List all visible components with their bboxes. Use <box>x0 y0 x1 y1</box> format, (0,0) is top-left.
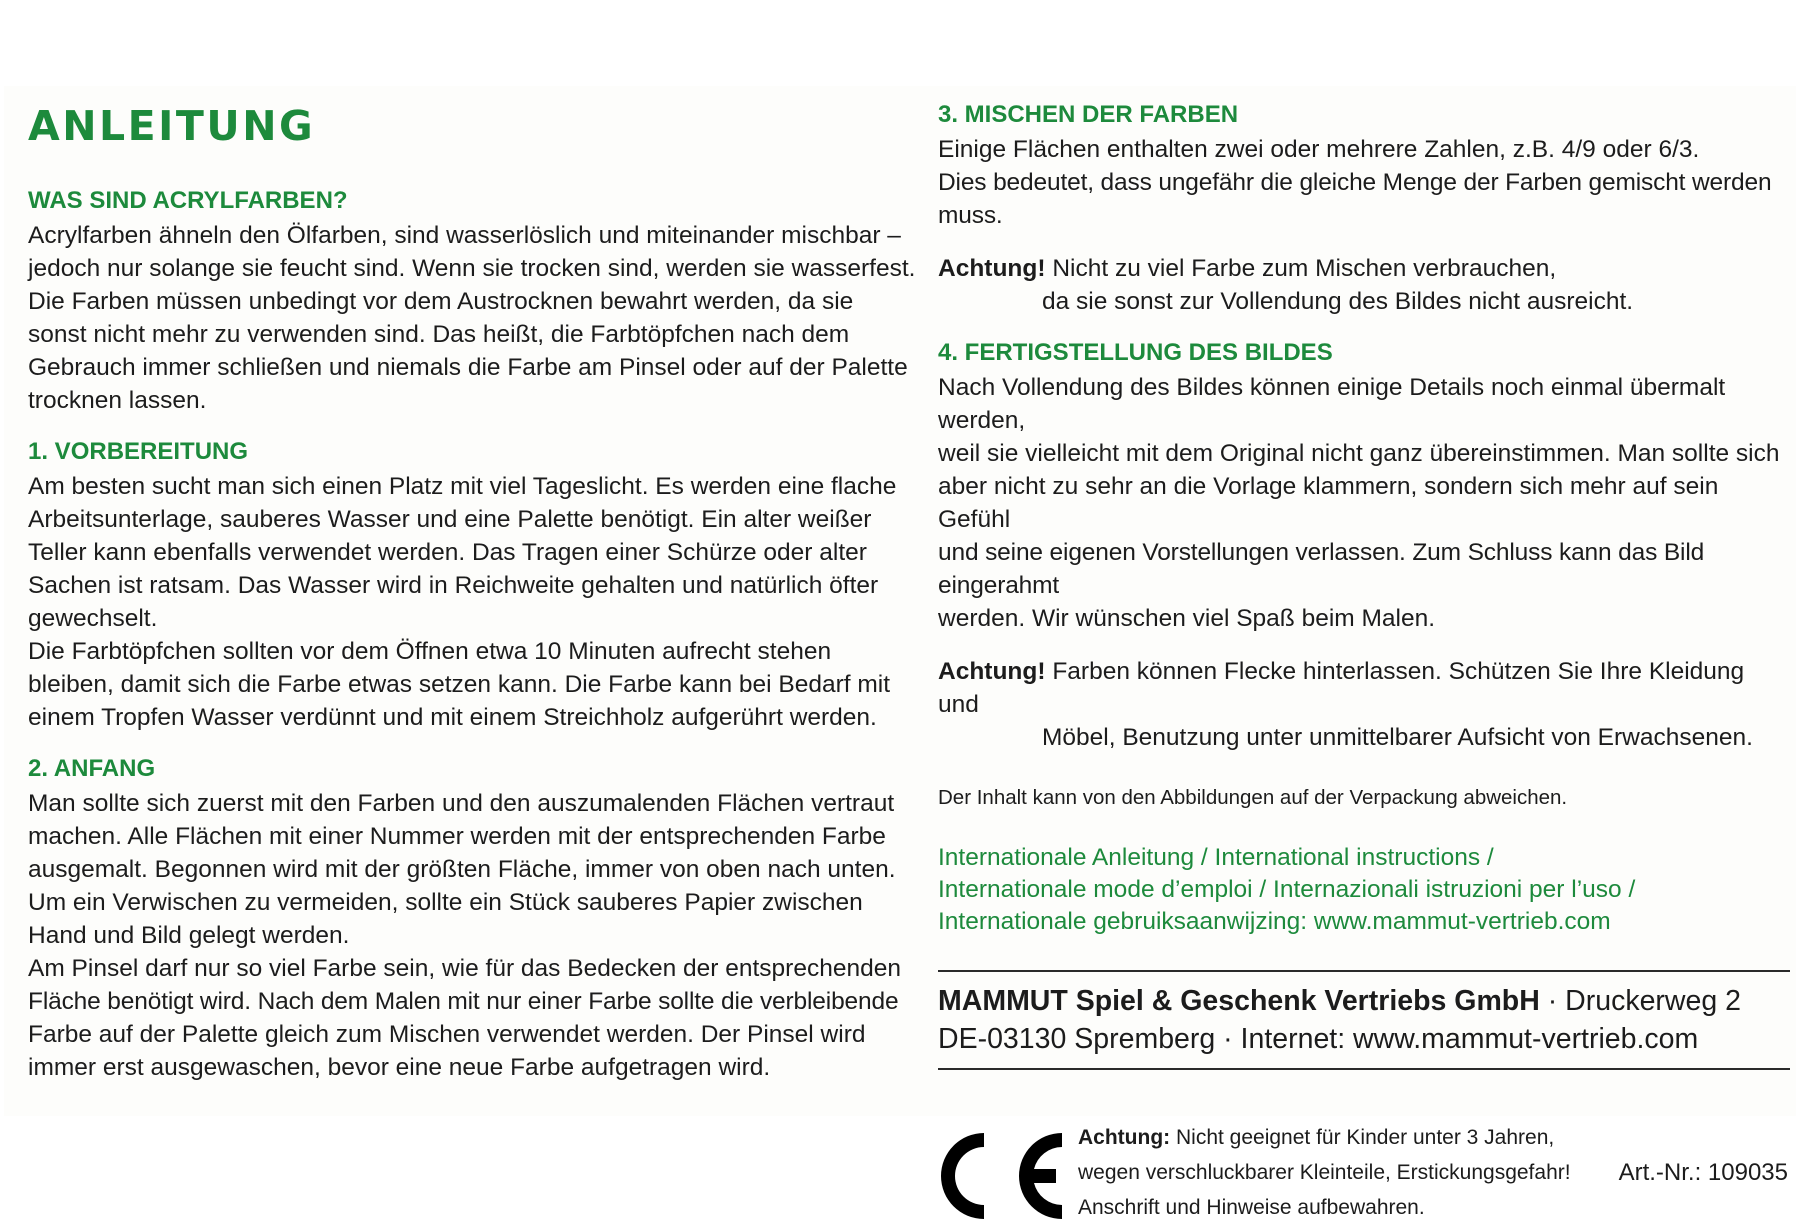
text-line: Dies bedeutet, dass ungefähr die gleiche Menge der Farben gemischt werden muss. <box>938 169 1772 229</box>
text-line: trocknen lassen. <box>28 387 207 414</box>
ce-warning-line1 <box>1078 1120 1571 1155</box>
paragraph-fertigstellung <box>938 371 1790 635</box>
paragraph-acrylfarben <box>28 219 928 417</box>
disclaimer: Der Inhalt kann von den Abbildungen auf der Verpackung abweichen. <box>938 786 1568 809</box>
text-line: sonst nicht mehr zu verwenden sind. Das heißt, die Farbtöpfchen nach dem <box>28 321 850 348</box>
text-line: einem Tropfen Wasser verdünnt und mit einem Streichholz aufgerührt werden. <box>28 704 877 731</box>
company-street: · Druckerweg 2 <box>1539 985 1741 1017</box>
text-line: jedoch nur solange sie feucht sind. Wenn sie trocken sind, werden sie wasserfest. <box>28 255 916 282</box>
text-line: Hand und Bild gelegt werden. <box>28 922 350 949</box>
text-line: Gebrauch immer schließen und niemals die Farbe am Pinsel oder auf der Palette <box>28 354 908 381</box>
text-line: Sachen ist ratsam. Das Wasser wird in Reichweite gehalten und natürlich öfter <box>28 572 879 599</box>
text-line: Einige Flächen enthalten zwei oder mehrere Zahlen, z.B. 4/9 oder 6/3. <box>938 136 1700 163</box>
heading-fertigstellung: 4. FERTIGSTELLUNG DES BILDES <box>938 339 1333 366</box>
ce-warning-line1-text: Nicht geeignet für Kinder unter 3 Jahren, <box>1170 1126 1555 1149</box>
company-name: MAMMUT Spiel & Geschenk Vertriebs GmbH <box>938 985 1540 1017</box>
heading-anfang: 2. ANFANG <box>28 755 156 782</box>
text-line: weil sie vielleicht mit dem Original nicht ganz übereinstimmen. Man sollte sich <box>938 440 1780 467</box>
paragraph-vorbereitung <box>28 470 928 734</box>
text-line: Um ein Verwischen zu vermeiden, sollte ein Stück sauberes Papier zwischen <box>28 889 863 916</box>
heading-vorbereitung: 1. VORBEREITUNG <box>28 438 249 465</box>
ce-warning-text <box>1078 1120 1571 1225</box>
heading-mischen: 3. MISCHEN DER FARBEN <box>938 101 1239 128</box>
international-line: Internationale mode d’emploi / Internazionali istruzioni per l’uso / <box>938 876 1636 903</box>
ce-warning-line2: wegen verschluckbarer Kleinteile, Erstickungsgefahr! <box>1078 1161 1571 1184</box>
text-line: Teller kann ebenfalls verwendet werden. Das Tragen einer Schürze oder alter <box>28 539 867 566</box>
text-line: gewechselt. <box>28 605 158 632</box>
text-line: werden. Wir wünschen viel Spaß beim Malen. <box>938 605 1436 632</box>
paragraph-anfang <box>28 787 928 1084</box>
international-line: Internationale Anleitung / International instructions / <box>938 844 1494 871</box>
divider-bottom <box>938 1068 1790 1070</box>
international-links <box>938 842 1790 938</box>
ce-warning-line3: Anschrift und Hinweise aufbewahren. <box>1078 1196 1425 1219</box>
text-line: machen. Alle Flächen mit einer Nummer werden mit der entsprechenden Farbe <box>28 823 886 850</box>
left-column <box>28 100 928 1084</box>
text-line: Farbe auf der Palette gleich zum Mischen verwendet werden. Der Pinsel wird <box>28 1021 866 1048</box>
paragraph-mischen <box>938 133 1790 232</box>
text-line: Arbeitsunterlage, sauberes Wasser und eine Palette benötigt. Ein alter weißer <box>28 506 872 533</box>
ce-notice <box>938 1120 1790 1230</box>
text-line: Fläche benötigt wird. Nach dem Malen mit nur einer Farbe sollte die verbleibende <box>28 988 899 1015</box>
heading-acrylfarben: WAS SIND ACRYLFARBEN? <box>28 187 348 214</box>
text-line: immer erst ausgewaschen, bevor eine neue Farbe aufgetragen wird. <box>28 1054 771 1081</box>
text-line: und seine eigenen Vorstellungen verlassen. Zum Schluss kann das Bild eingerahmt <box>938 539 1705 599</box>
international-line: Internationale gebruiksaanwijzing: www.mammut-vertrieb.com <box>938 908 1611 935</box>
article-number: Art.-Nr.: 109035 <box>1618 1159 1788 1186</box>
text-line: Am Pinsel darf nur so viel Farbe sein, wie für das Bedecken der entsprechenden <box>28 955 901 982</box>
text-line: Die Farben müssen unbedingt vor dem Austrocknen bewahrt werden, da sie <box>28 288 854 315</box>
text-line: Die Farbtöpfchen sollten vor dem Öffnen etwa 10 Minuten aufrecht stehen <box>28 638 832 665</box>
text-line: Am besten sucht man sich einen Platz mit viel Tageslicht. Es werden eine flache <box>28 473 897 500</box>
warning-label: Achtung! <box>938 658 1046 685</box>
page-title: ANLEITUNG <box>28 102 316 150</box>
warning-fertigstellung <box>938 655 1790 754</box>
right-column <box>938 100 1790 1230</box>
warning-text: Nicht zu viel Farbe zum Mischen verbrauchen, <box>1052 255 1557 282</box>
ce-warning-label: Achtung: <box>1078 1126 1171 1149</box>
company-address-line2: DE-03130 Spremberg · Internet: www.mammut-vertrieb.com <box>938 1023 1699 1055</box>
text-line: Nach Vollendung des Bildes können einige Details noch einmal übermalt werden, <box>938 374 1726 434</box>
ce-mark-icon <box>938 1128 1064 1224</box>
text-line: ausgemalt. Begonnen wird mit der größten Fläche, immer von oben nach unten. <box>28 856 896 883</box>
warning-mischen <box>938 252 1790 318</box>
warning-text: Möbel, Benutzung unter unmittelbarer Aufsicht von Erwachsenen. <box>1042 724 1753 751</box>
warning-text: da sie sonst zur Vollendung des Bildes nicht ausreicht. <box>1042 288 1634 315</box>
text-line: aber nicht zu sehr an die Vorlage klammern, sondern sich mehr auf sein Gefühl <box>938 473 1719 533</box>
warning-label: Achtung! <box>938 255 1046 282</box>
company-address-line1 <box>938 982 1790 1020</box>
text-line: Man sollte sich zuerst mit den Farben und den auszumalenden Flächen vertraut <box>28 790 895 817</box>
warning-text: Farben können Flecke hinterlassen. Schützen Sie Ihre Kleidung und <box>938 658 1745 718</box>
text-line: Acrylfarben ähneln den Ölfarben, sind wasserlöslich und miteinander mischbar – <box>28 222 901 249</box>
text-line: bleiben, damit sich die Farbe etwas setzen kann. Die Farbe kann bei Bedarf mit <box>28 671 891 698</box>
